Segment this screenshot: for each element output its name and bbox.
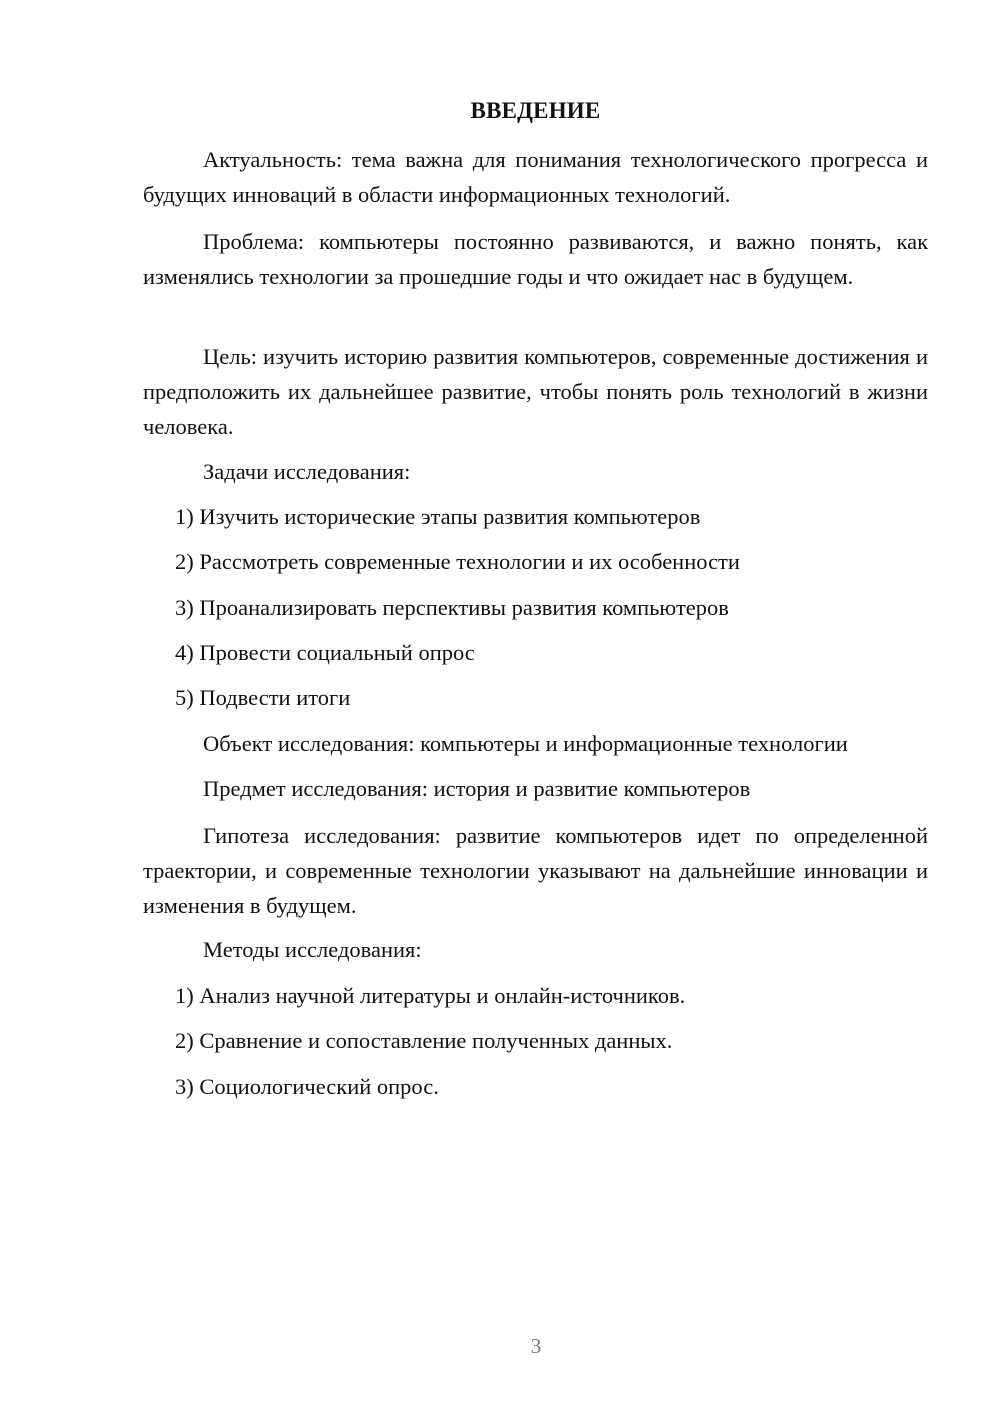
problem-paragraph: Проблема: компьютеры постоянно развиваются, и важно понять, как изменялись технологии за прошедшие годы и что ожидает нас в будущем. bbox=[143, 229, 928, 289]
relevance-paragraph: Актуальность: тема важна для понимания технологического прогресса и будущих инноваций в области информационных технологий. bbox=[143, 147, 928, 207]
hypothesis-paragraph: Гипотеза исследования: развитие компьютеров идет по определенной траектории, и современные технологии указывают на дальнейшие инновации и изменения в будущем. bbox=[143, 823, 928, 918]
method-item: 3) Социологический опрос. bbox=[175, 1074, 439, 1099]
method-item: 1) Анализ научной литературы и онлайн-источников. bbox=[175, 983, 686, 1008]
page-number: 3 bbox=[530, 1334, 542, 1358]
task-item: 3) Проанализировать перспективы развития компьютеров bbox=[175, 595, 729, 620]
task-item: 4) Провести социальный опрос bbox=[175, 640, 475, 665]
research-object: Объект исследования: компьютеры и информационные технологии bbox=[203, 731, 848, 756]
page-title: ВВЕДЕНИЕ bbox=[470, 98, 601, 123]
task-item: 1) Изучить исторические этапы развития компьютеров bbox=[175, 504, 701, 529]
goal-paragraph: Цель: изучить историю развития компьютеров, современные достижения и предположить их дальнейшее развитие, чтобы понять роль технологий в жизни человека. bbox=[143, 344, 928, 439]
research-subject: Предмет исследования: история и развитие компьютеров bbox=[203, 776, 751, 801]
task-item: 2) Рассмотреть современные технологии и их особенности bbox=[175, 549, 740, 574]
task-item: 5) Подвести итоги bbox=[175, 685, 351, 710]
tasks-heading: Задачи исследования: bbox=[203, 459, 411, 484]
method-item: 2) Сравнение и сопоставление полученных данных. bbox=[175, 1028, 673, 1053]
methods-heading: Методы исследования: bbox=[203, 937, 422, 962]
